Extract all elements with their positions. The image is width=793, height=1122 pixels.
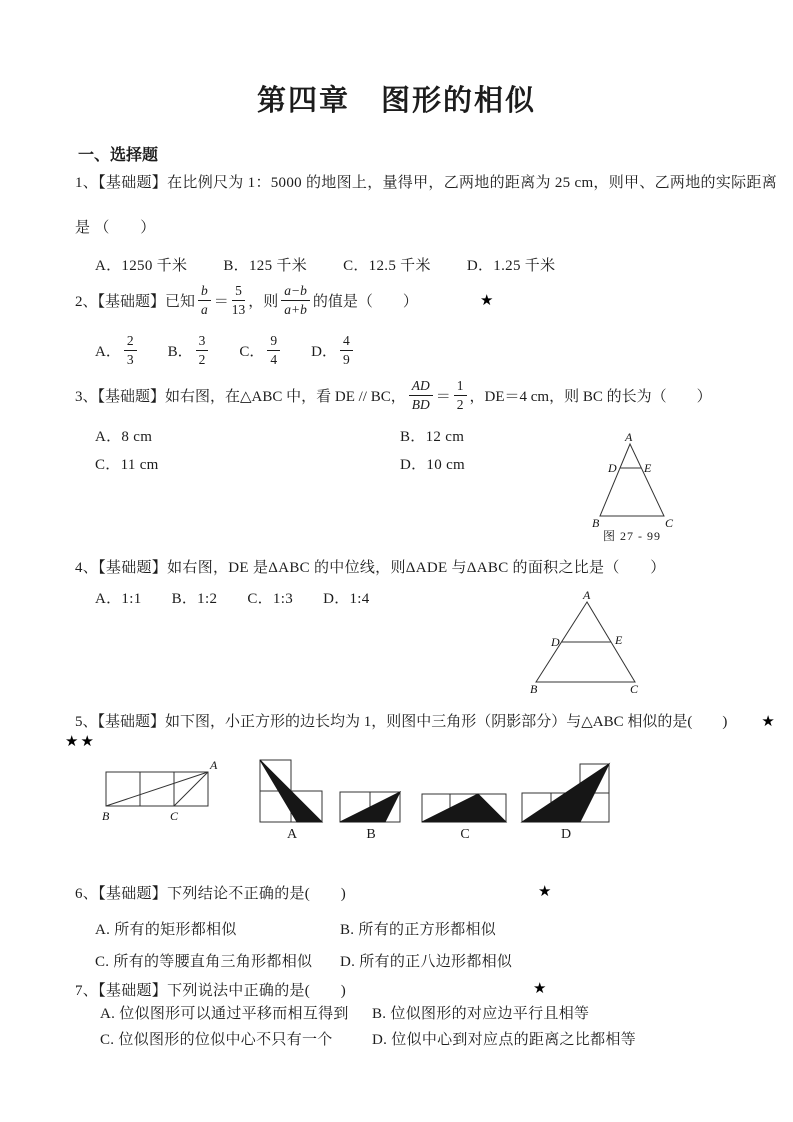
section-header: 一、选择题 bbox=[78, 147, 159, 164]
q3-option-d: D．10 cm bbox=[400, 457, 466, 473]
q2-prefix: 2、【基础题】已知 bbox=[75, 293, 196, 310]
q1-option-c: C．12.5 千米 bbox=[343, 258, 431, 274]
q6-text: 6、【基础题】下列结论不正确的是( ) bbox=[75, 886, 346, 902]
q2-fraction-ba: $\frac{b}{a}$ bbox=[198, 283, 211, 317]
q5-option-a-label: A bbox=[286, 827, 298, 842]
q1-option-d: D．1.25 千米 bbox=[466, 258, 556, 274]
q3-text bbox=[75, 378, 712, 412]
q5-star2-icon: ★★ bbox=[65, 732, 96, 750]
q1-text-line1: 1、【基础题】在比例尺为 1：5000 的地图上，量得甲，乙两地的距离为 25 cm，则甲、乙两地的实际距离 bbox=[75, 175, 778, 191]
q2-option-a-fraction: $\frac{2}{3}$ bbox=[124, 333, 137, 367]
q3-equals: ＝ bbox=[435, 388, 451, 405]
q5-option-c-label: C bbox=[460, 827, 470, 842]
q4-figure-label-c: C bbox=[630, 682, 639, 696]
q3-figure-caption: 图 27 - 99 bbox=[603, 529, 661, 543]
q3-figure-triangle bbox=[592, 428, 677, 531]
q4-text: 4、【基础题】如右图，DE 是ΔABC 的中位线，则ΔADE 与ΔABC 的面积之比是（ ） bbox=[75, 560, 666, 576]
q2-suffix: 的值是（ ） bbox=[312, 293, 418, 310]
q2-option-b-fraction: $\frac{3}{2}$ bbox=[196, 333, 209, 367]
q5-option-b-label: B bbox=[366, 827, 376, 842]
q2-equals: ＝ bbox=[213, 293, 229, 310]
q2-fraction-5-13: $\frac{5}{13}$ bbox=[231, 283, 246, 317]
q2-option-c: C． bbox=[239, 343, 265, 360]
q7-option-c: C. 位似图形的位似中心不只有一个 bbox=[100, 1032, 333, 1048]
q4-option-c: C．1:3 bbox=[247, 591, 294, 607]
q4-figure-label-d: D bbox=[551, 635, 560, 649]
q5-main-label-a: A bbox=[210, 758, 218, 772]
q1-text-line2: 是 （ ） bbox=[75, 220, 156, 236]
q5-option-b-figure bbox=[338, 758, 404, 843]
page-title: 第四章 图形的相似 bbox=[256, 85, 536, 117]
q4-option-b: B．1:2 bbox=[171, 591, 218, 607]
q3-option-c: C．11 cm bbox=[95, 457, 159, 473]
q4-options bbox=[95, 587, 396, 608]
q7-option-d: D. 位似中心到对应点的距离之比都相等 bbox=[372, 1032, 637, 1048]
q5-main-label-b: B bbox=[102, 809, 110, 823]
q2-text bbox=[75, 283, 493, 317]
q6-option-b: B. 所有的正方形都相似 bbox=[340, 922, 497, 938]
q6-option-c: C. 所有的等腰直角三角形都相似 bbox=[95, 954, 313, 970]
q1-option-a: A．1250 千米 bbox=[95, 258, 188, 274]
q5-option-b-drawing bbox=[338, 758, 404, 826]
q7-text: 7、【基础题】下列说法中正确的是( ) bbox=[75, 983, 346, 999]
q3-fraction-1-2: $\frac{1}{2}$ bbox=[454, 378, 467, 412]
q6-star-icon: ★ bbox=[538, 882, 552, 900]
q6-option-a: A. 所有的矩形都相似 bbox=[95, 922, 237, 938]
q3-fraction-ad-bd: $\frac{AD}{BD}$ bbox=[409, 378, 433, 412]
q2-mid: ，则 bbox=[248, 293, 279, 310]
q5-option-a-figure bbox=[256, 758, 328, 843]
q4-option-d: D．1:4 bbox=[323, 591, 370, 607]
q3-prefix: 3、【基础题】如右图，在△ABC 中，看 DE // BC， bbox=[75, 388, 406, 405]
q3-suffix: ，DE＝4 cm，则 BC 的长为（ ） bbox=[469, 388, 712, 405]
q5-text bbox=[75, 710, 775, 731]
q3-figure-label-c: C bbox=[665, 516, 674, 530]
q3-figure-label-b: B bbox=[592, 516, 600, 530]
q3-figure-label-d: D bbox=[608, 461, 617, 475]
q5-option-d-label: D bbox=[560, 827, 572, 842]
q2-option-b: B． bbox=[167, 343, 193, 360]
q3-figure-label-a: A bbox=[625, 430, 633, 444]
q4-figure-label-a: A bbox=[583, 590, 591, 602]
q2-option-a: A． bbox=[95, 343, 121, 360]
q7-option-b: B. 位似图形的对应边平行且相等 bbox=[372, 1006, 590, 1022]
q7-star-icon: ★ bbox=[533, 979, 547, 997]
q2-fraction-amb-apb: $\frac{a-b}{a+b}$ bbox=[281, 283, 310, 317]
q4-option-a: A．1:1 bbox=[95, 591, 142, 607]
q1-option-b: B．125 千米 bbox=[223, 258, 308, 274]
q4-figure-triangle bbox=[528, 590, 643, 696]
q2-option-c-fraction: $\frac{9}{4}$ bbox=[267, 333, 280, 367]
q5-main-figure bbox=[100, 758, 230, 826]
q1-options bbox=[95, 254, 587, 275]
q4-figure-label-b: B bbox=[530, 682, 538, 696]
q6-option-d: D. 所有的正八边形都相似 bbox=[340, 954, 513, 970]
q5-text-line1: 5、【基础题】如下图，小正方形的边长均为 1，则图中三角形（阴影部分）与△ABC 相似的是( ) bbox=[75, 714, 728, 730]
q5-option-c-figure bbox=[420, 758, 510, 843]
q5-option-d-drawing bbox=[520, 752, 612, 826]
q3-option-b: B．12 cm bbox=[400, 429, 465, 445]
q5-main-label-c: C bbox=[170, 809, 179, 823]
q3-figure-label-e: E bbox=[644, 461, 652, 475]
q2-options bbox=[95, 333, 356, 367]
q5-option-c-drawing bbox=[420, 758, 510, 826]
q5-star-icon: ★ bbox=[761, 711, 775, 730]
q7-option-a: A. 位似图形可以通过平移而相互得到 bbox=[100, 1006, 349, 1022]
q2-option-d-fraction: $\frac{4}{9}$ bbox=[340, 333, 353, 367]
q2-star-icon: ★ bbox=[479, 291, 494, 310]
q5-option-d-figure bbox=[520, 752, 612, 843]
q4-figure-label-e: E bbox=[615, 633, 623, 647]
q3-option-a: A．8 cm bbox=[95, 429, 153, 445]
q5-option-a-drawing bbox=[256, 758, 328, 826]
q2-option-d: D． bbox=[311, 343, 337, 360]
